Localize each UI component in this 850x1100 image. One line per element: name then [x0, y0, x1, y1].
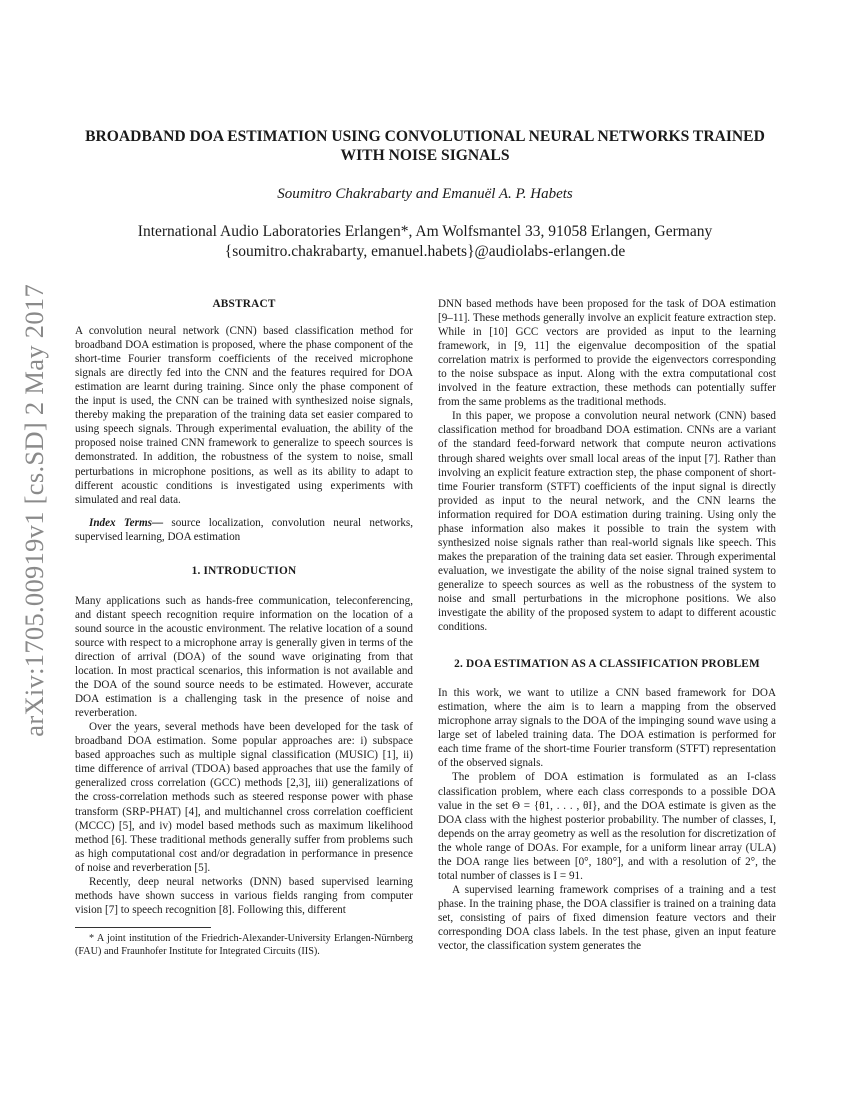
abstract-text: A convolution neural network (CNN) based classification method for broadband DOA estimation is proposed, where the phase component of the short-time Fourier transform coefficients of the received microphone signals are directly fed into the CNN and the features required for DOA estimation are learnt during training. Since only the phase component of the input is used, the CNN can be trained with synthesized noise signals, thereby making the preparation of the training data set easier compared to using speech signals. Through experimental evaluation, the ability of the proposed noise trained CNN framework to generalize to speech sources is demonstrated. In addition, the robustness of the system to noise, small perturbations in microphone positions, as well as its ability to adapt to different acoustic conditions is investigated using experiments with simulated and real data.: [75, 325, 413, 506]
footnote-rule: [75, 927, 211, 928]
affiliation-block: [80, 222, 770, 262]
footnote: * A joint institution of the Friedrich-Alexander-University Erlangen-Nürnberg (FAU) and Fraunhofer Institute for Integrated Circuits (IIS).: [75, 932, 413, 957]
doa-paragraph-2: The problem of DOA estimation is formulated as an I-class classification problem, where each class corresponds to a possible DOA value in the set Θ = {θ1, . . . , θI}, and the DOA estimate is given as the DOA class with the highest posterior probability. The number of classes, I, depends on the array geometry as well as the resolution for discretization of the whole range of DOAs. For example, for a uniform linear array (ULA) the DOA range lies between [0°, 180°], and with a resolution of 2°, the total number of classes is I = 91.: [438, 771, 776, 882]
index-terms: [75, 516, 413, 544]
doa-paragraph-3: A supervised learning framework comprises of a training and a test phase. In the training phase, the DOA classifier is trained on a training data set, consisting of pairs of fixed dimension feature vectors and their corresponding DOA class labels. In the test phase, given an input feature vector, the classification system generates the: [438, 883, 776, 953]
right-column: [438, 297, 776, 953]
arxiv-stamp: [18, 268, 50, 752]
arxiv-id: arXiv:1705.00919v1 [cs.SD] 2 May 2017: [18, 283, 49, 737]
introduction-heading: 1. INTRODUCTION: [191, 564, 297, 577]
intro-paragraph-1: Many applications such as hands-free communication, teleconferencing, and distant speech recognition require information on the location of a sound source in the acoustic environment. The relative location of a sound source with respect to a microphone array is generally given in terms of the direction of arrival (DOA) of the sound wave originating from that location. In most practical scenarios, this information is not available and the DOA of the sound source needs to be estimated. However, accurate DOA estimation is a challenging task in the presence of noise and reverberation.: [75, 594, 413, 720]
doa-paragraph-1: In this work, we want to utilize a CNN based framework for DOA estimation, where the aim is to learn a mapping from the observed microphone array signals to the DOA of the impinging sound wave using a large set of labeled training data. The DOA estimation is performed for each time frame of the short-time Fourier transform (STFT) representation of the observed signals.: [438, 687, 776, 770]
author-emails: {soumitro.chakrabarty, emanuel.habets}@audiolabs-erlangen.de: [224, 243, 626, 260]
doa-section-heading: 2. DOA ESTIMATION AS A CLASSIFICATION PROBLEM: [454, 658, 760, 671]
affiliation: International Audio Laboratories Erlangen*, Am Wolfsmantel 33, 91058 Erlangen, Germany: [137, 223, 713, 240]
right-paragraph-1: DNN based methods have been proposed for the task of DOA estimation [9–11]. These methods generally involve an explicit feature extraction step. While in [10] GCC vectors are provided as input to the learning framework, in [9, 11] the eigenvalue decomposition of the spatial correlation matrix is performed to provide the eigenvectors corresponding to the noise subspace as input. Along with the extra computational cost involved in the feature extraction, these methods can potentially suffer from the same problems as the traditional methods.: [438, 298, 776, 409]
paper-title: BROADBAND DOA ESTIMATION USING CONVOLUTIONAL NEURAL NETWORKS TRAINED WITH NOISE SIGNALS: [85, 128, 765, 164]
intro-paragraph-3: Recently, deep neural networks (DNN) based supervised learning methods have shown success in various fields ranging from computer vision [7] to speech recognition [8]. Following this, different: [75, 875, 413, 916]
paper-authors: Soumitro Chakrabarty and Emanuël A. P. Habets: [277, 186, 573, 202]
index-terms-label: Index Terms—: [89, 516, 164, 529]
abstract-heading: ABSTRACT: [212, 298, 276, 310]
index-terms-text: source localization, convolution neural networks, supervised learning, DOA estimation: [75, 516, 414, 543]
left-column: [75, 297, 413, 958]
right-paragraph-2: In this paper, we propose a convolution neural network (CNN) based classification method for broadband DOA estimation. CNNs are a variant of the standard feed-forward network that compute neuron activations through shared weights over small local areas of the input [7]. Rather than involving an explicit feature extraction step, the phase component of short-time Fourier transform (STFT) coefficients of the input signal is directly provided as input to the neural network, and the CNN learns the information required for DOA estimation during training. Using only the phase information also makes it possible to train the system with synthesized noise signals rather than real-world signals like speech. This makes the preparation of the training data set easier. Through experimental evaluation, we investigate the ability of the noise signal trained system to generalize to speech sources as well as the robustness of the system to noise and small perturbations in the microphone positions. We also investigate the ability of the proposed system to adapt to different acoustic conditions.: [438, 410, 776, 634]
intro-paragraph-2: Over the years, several methods have been developed for the task of broadband DOA estimation. Some popular approaches are: i) subspace based approaches such as multiple signal classification (MUSIC) [1], ii) time difference of arrival (TDOA) based approaches that use the family of generalized cross correlation (GCC) methods [2,3], iii) generalizations of the cross-correlation methods such as steered response power with phase transform (SRP-PHAT) [4], and multichannel cross correlation coefficient (MCCC) [5], and iv) model based methods such as maximum likelihood method [6]. These traditional methods generally suffer from problems such as high computational cost and/or degradation in performance in presence of noise and reverberation [5].: [75, 721, 413, 874]
